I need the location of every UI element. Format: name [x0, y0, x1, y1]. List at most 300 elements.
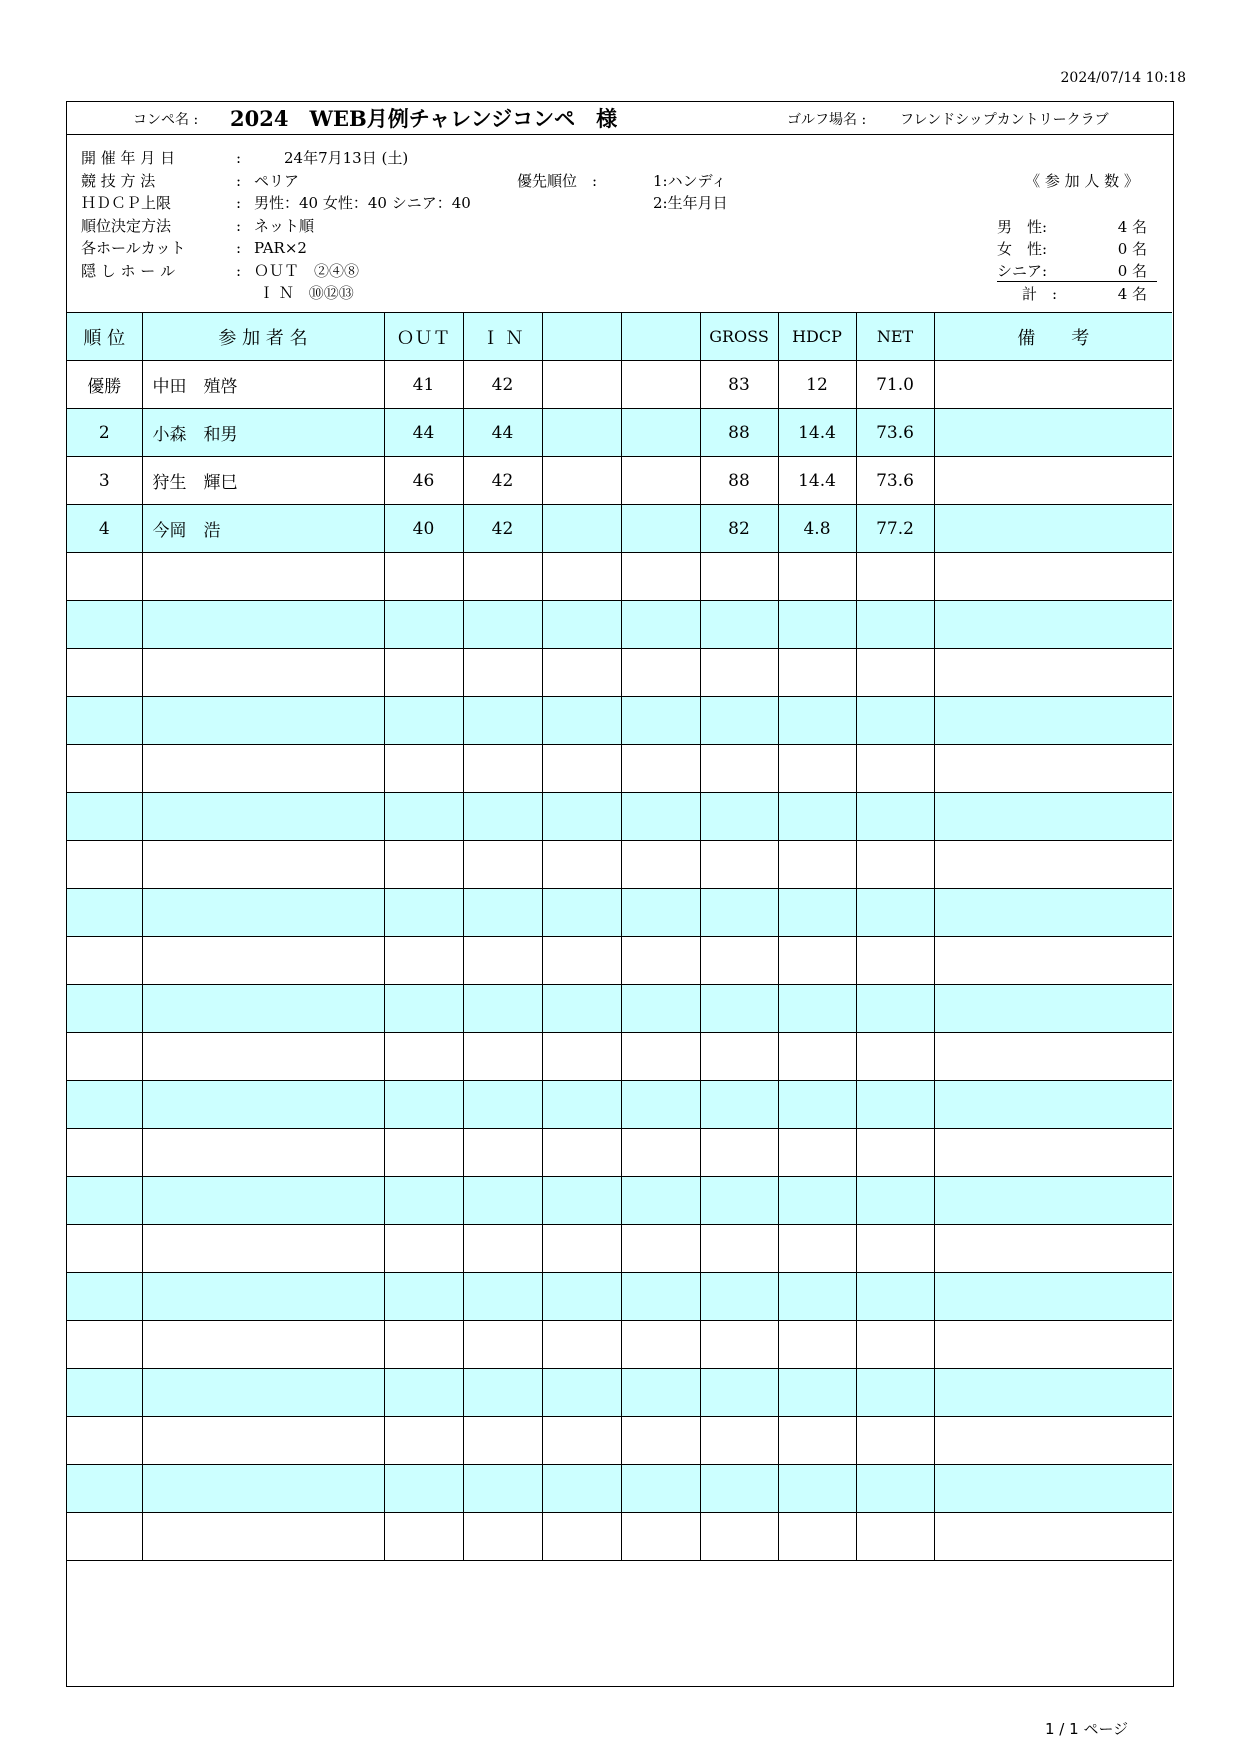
count-male-value: 4 名 — [1117, 218, 1147, 236]
cell-in: 42 — [463, 457, 542, 505]
cell-name: 狩生 輝巳 — [142, 457, 384, 505]
header-hdcp: HDCP — [778, 313, 856, 361]
cell-empty — [67, 1225, 142, 1273]
cell-empty — [856, 1369, 934, 1417]
cell-empty — [142, 1369, 384, 1417]
cell-empty — [542, 601, 621, 649]
cell-empty — [67, 601, 142, 649]
cell-empty — [778, 1369, 856, 1417]
cell-empty — [621, 649, 700, 697]
cell-empty — [67, 793, 142, 841]
cell-empty — [542, 1417, 621, 1465]
cell-rank: 2 — [67, 409, 142, 457]
course-name: フレンドシップカントリークラブ — [900, 112, 1109, 128]
cell-empty — [934, 1273, 1172, 1321]
table-row-empty — [67, 1033, 1172, 1081]
cell-empty — [384, 1225, 463, 1273]
table-row-empty — [67, 1513, 1172, 1561]
cell-empty — [700, 1513, 778, 1561]
cell-empty — [700, 649, 778, 697]
table-row-empty — [67, 793, 1172, 841]
cell-blank — [621, 361, 700, 409]
cell-empty — [934, 1129, 1172, 1177]
cell-empty — [700, 745, 778, 793]
cell-empty — [856, 1129, 934, 1177]
cell-empty — [934, 553, 1172, 601]
cell-empty — [384, 745, 463, 793]
competition-label: コンペ名 : — [133, 112, 199, 128]
cell-empty — [934, 937, 1172, 985]
cell-empty — [67, 1513, 142, 1561]
title-bar — [67, 102, 1173, 135]
cell-empty — [542, 1177, 621, 1225]
cell-empty — [700, 1081, 778, 1129]
cell-net: 71.0 — [856, 361, 934, 409]
cell-empty — [463, 1465, 542, 1513]
cell-empty — [542, 1273, 621, 1321]
cell-gross: 83 — [700, 361, 778, 409]
info-colon: : — [236, 172, 242, 190]
cell-empty — [542, 1225, 621, 1273]
cell-empty — [384, 1513, 463, 1561]
cell-empty — [67, 1081, 142, 1129]
table-row-empty — [67, 841, 1172, 889]
cell-empty — [67, 745, 142, 793]
cell-blank — [542, 409, 621, 457]
cell-empty — [542, 697, 621, 745]
cell-empty — [856, 841, 934, 889]
priority-row-1 — [517, 170, 727, 191]
cell-empty — [856, 745, 934, 793]
cell-name: 小森 和男 — [142, 409, 384, 457]
cell-empty — [621, 1369, 700, 1417]
cell-empty — [142, 889, 384, 937]
cell-empty — [142, 697, 384, 745]
cell-empty — [67, 649, 142, 697]
cell-empty — [463, 1081, 542, 1129]
cell-empty — [700, 985, 778, 1033]
cell-out: 44 — [384, 409, 463, 457]
info-hidden-in-value: Ｉ Ｎ ⑩⑫⑬ — [259, 284, 354, 302]
cell-empty — [700, 1417, 778, 1465]
cell-empty — [934, 649, 1172, 697]
info-hidden-out-value: ＯＵＴ ②④⑧ — [254, 262, 360, 280]
cell-empty — [621, 1417, 700, 1465]
competition-info — [67, 135, 1173, 311]
info-ranking-value: ネット順 — [254, 217, 315, 235]
cell-empty — [934, 1225, 1172, 1273]
cell-empty — [142, 1081, 384, 1129]
cell-empty — [778, 1417, 856, 1465]
cell-empty — [778, 985, 856, 1033]
cell-out: 41 — [384, 361, 463, 409]
cell-empty — [934, 889, 1172, 937]
cell-empty — [384, 1273, 463, 1321]
cell-empty — [463, 601, 542, 649]
cell-empty — [142, 745, 384, 793]
cell-empty — [463, 889, 542, 937]
cell-empty — [700, 1273, 778, 1321]
count-female-label: 女 性: — [997, 240, 1048, 258]
cell-empty — [856, 1417, 934, 1465]
cell-empty — [542, 1369, 621, 1417]
cell-empty — [778, 841, 856, 889]
info-hdcp-label: ＨＤＣＰ上限 — [81, 194, 172, 212]
cell-empty — [778, 1321, 856, 1369]
cell-empty — [621, 601, 700, 649]
cell-empty — [67, 1273, 142, 1321]
priority-value-1: 1:ハンディ — [653, 172, 727, 190]
cell-empty — [778, 1129, 856, 1177]
cell-empty — [934, 985, 1172, 1033]
cell-empty — [778, 1465, 856, 1513]
cell-empty — [621, 697, 700, 745]
cell-empty — [384, 1033, 463, 1081]
cell-empty — [384, 1369, 463, 1417]
cell-empty — [384, 1417, 463, 1465]
cell-empty — [934, 841, 1172, 889]
cell-empty — [856, 601, 934, 649]
cell-blank — [621, 505, 700, 553]
cell-empty — [463, 1513, 542, 1561]
info-date-value: 24年7月13日 (土) — [254, 149, 409, 167]
table-row-empty — [67, 1369, 1172, 1417]
cell-empty — [856, 1081, 934, 1129]
cell-empty — [542, 1513, 621, 1561]
cell-empty — [778, 889, 856, 937]
count-male-label: 男 性: — [997, 218, 1048, 236]
cell-empty — [142, 649, 384, 697]
cell-empty — [700, 601, 778, 649]
cell-empty — [700, 1033, 778, 1081]
cell-empty — [142, 1513, 384, 1561]
info-colon: : — [236, 194, 242, 212]
info-hidden-in — [259, 282, 354, 303]
cell-empty — [856, 937, 934, 985]
table-row-empty — [67, 1417, 1172, 1465]
cell-net: 73.6 — [856, 409, 934, 457]
header-in: Ｉ Ｎ — [463, 313, 542, 361]
info-method-label: 競 技 方 法 — [81, 172, 156, 190]
info-colon: : — [236, 262, 242, 280]
cell-empty — [542, 793, 621, 841]
cell-empty — [542, 1033, 621, 1081]
cell-empty — [856, 649, 934, 697]
info-colon: : — [236, 239, 242, 257]
cell-gross: 82 — [700, 505, 778, 553]
cell-rank: 3 — [67, 457, 142, 505]
cell-empty — [934, 1369, 1172, 1417]
cell-empty — [856, 1225, 934, 1273]
cell-empty — [67, 1417, 142, 1465]
page-number: 1 / 1 ページ — [1045, 1720, 1129, 1738]
cell-empty — [463, 841, 542, 889]
table-row-empty — [67, 1177, 1172, 1225]
table-row-empty — [67, 553, 1172, 601]
cell-empty — [384, 793, 463, 841]
cell-empty — [463, 553, 542, 601]
cell-empty — [142, 1465, 384, 1513]
cell-empty — [778, 1177, 856, 1225]
cell-empty — [934, 1417, 1172, 1465]
cell-empty — [778, 1273, 856, 1321]
info-holecut-label: 各ホールカット — [81, 239, 186, 257]
cell-empty — [542, 1129, 621, 1177]
priority-value-2: 2:生年月日 — [653, 194, 728, 212]
cell-empty — [700, 1465, 778, 1513]
info-ranking-label: 順位決定方法 — [81, 217, 172, 235]
cell-empty — [142, 1321, 384, 1369]
cell-rank: 優勝 — [67, 361, 142, 409]
info-hdcp — [81, 192, 471, 213]
cell-empty — [67, 841, 142, 889]
cell-empty — [856, 1033, 934, 1081]
cell-out: 40 — [384, 505, 463, 553]
cell-empty — [542, 889, 621, 937]
info-holecut — [81, 237, 307, 258]
cell-empty — [700, 1369, 778, 1417]
table-row-empty — [67, 1321, 1172, 1369]
cell-empty — [463, 1417, 542, 1465]
cell-blank — [542, 457, 621, 505]
table-row — [67, 457, 1172, 505]
cell-empty — [934, 697, 1172, 745]
cell-empty — [542, 937, 621, 985]
cell-empty — [621, 1129, 700, 1177]
cell-hdcp: 12 — [778, 361, 856, 409]
cell-empty — [67, 1321, 142, 1369]
cell-empty — [621, 1273, 700, 1321]
cell-empty — [856, 1177, 934, 1225]
info-holecut-value: PAR×2 — [254, 239, 307, 257]
table-row-empty — [67, 745, 1172, 793]
cell-in: 42 — [463, 361, 542, 409]
cell-hdcp: 14.4 — [778, 457, 856, 505]
cell-empty — [700, 1321, 778, 1369]
info-method — [81, 170, 299, 191]
cell-blank — [621, 457, 700, 505]
cell-empty — [778, 601, 856, 649]
cell-empty — [142, 1225, 384, 1273]
cell-empty — [621, 1225, 700, 1273]
cell-empty — [463, 1177, 542, 1225]
cell-empty — [142, 937, 384, 985]
info-colon: : — [236, 149, 242, 167]
cell-empty — [778, 937, 856, 985]
cell-empty — [384, 1081, 463, 1129]
cell-out: 46 — [384, 457, 463, 505]
cell-name: 今岡 浩 — [142, 505, 384, 553]
cell-empty — [621, 1177, 700, 1225]
cell-empty — [621, 745, 700, 793]
table-row-empty — [67, 1081, 1172, 1129]
cell-empty — [67, 1369, 142, 1417]
info-date-label: 開 催 年 月 日 — [81, 149, 176, 167]
cell-empty — [856, 1273, 934, 1321]
header-gross: GROSS — [700, 313, 778, 361]
header-net: NET — [856, 313, 934, 361]
cell-note — [934, 361, 1172, 409]
cell-empty — [621, 889, 700, 937]
cell-empty — [384, 841, 463, 889]
cell-empty — [700, 553, 778, 601]
count-total-value: 4 名 — [1117, 285, 1147, 303]
cell-empty — [700, 937, 778, 985]
cell-empty — [463, 985, 542, 1033]
cell-empty — [384, 601, 463, 649]
header-rank: 順 位 — [67, 313, 142, 361]
cell-net: 77.2 — [856, 505, 934, 553]
cell-note — [934, 457, 1172, 505]
cell-empty — [142, 1273, 384, 1321]
cell-empty — [384, 553, 463, 601]
cell-empty — [67, 553, 142, 601]
cell-empty — [67, 1465, 142, 1513]
table-row-empty — [67, 937, 1172, 985]
cell-empty — [621, 1465, 700, 1513]
cell-empty — [856, 1513, 934, 1561]
cell-empty — [384, 1129, 463, 1177]
cell-empty — [934, 745, 1172, 793]
cell-empty — [778, 1033, 856, 1081]
cell-in: 42 — [463, 505, 542, 553]
count-total-label: 計 : — [1022, 285, 1058, 303]
cell-empty — [621, 937, 700, 985]
count-senior-label: シニア: — [997, 262, 1048, 280]
cell-empty — [856, 697, 934, 745]
cell-empty — [934, 1465, 1172, 1513]
cell-empty — [542, 1321, 621, 1369]
cell-empty — [542, 649, 621, 697]
cell-empty — [621, 1321, 700, 1369]
table-row — [67, 505, 1172, 553]
participant-count-title: 《 参 加 人 数 》 — [1025, 172, 1139, 190]
cell-hdcp: 4.8 — [778, 505, 856, 553]
cell-empty — [463, 1225, 542, 1273]
table-row-empty — [67, 1273, 1172, 1321]
cell-empty — [67, 1177, 142, 1225]
cell-empty — [700, 1129, 778, 1177]
cell-hdcp: 14.4 — [778, 409, 856, 457]
cell-empty — [463, 745, 542, 793]
cell-rank: 4 — [67, 505, 142, 553]
cell-empty — [384, 937, 463, 985]
cell-blank — [621, 409, 700, 457]
cell-empty — [934, 1033, 1172, 1081]
cell-empty — [621, 553, 700, 601]
cell-empty — [463, 793, 542, 841]
cell-empty — [463, 649, 542, 697]
cell-blank — [542, 361, 621, 409]
cell-empty — [621, 793, 700, 841]
cell-empty — [142, 1177, 384, 1225]
cell-empty — [542, 1081, 621, 1129]
header-out: ＯＵＴ — [384, 313, 463, 361]
header-note: 備 考 — [934, 313, 1172, 361]
cell-empty — [463, 1129, 542, 1177]
cell-in: 44 — [463, 409, 542, 457]
cell-empty — [67, 697, 142, 745]
cell-empty — [778, 1225, 856, 1273]
cell-empty — [142, 985, 384, 1033]
cell-empty — [463, 1273, 542, 1321]
table-row-empty — [67, 649, 1172, 697]
cell-empty — [621, 985, 700, 1033]
cell-empty — [463, 1369, 542, 1417]
cell-empty — [67, 1129, 142, 1177]
cell-note — [934, 505, 1172, 553]
cell-empty — [934, 1321, 1172, 1369]
cell-empty — [621, 841, 700, 889]
cell-empty — [778, 553, 856, 601]
header-blank-2 — [621, 313, 700, 361]
cell-empty — [621, 1033, 700, 1081]
cell-empty — [778, 697, 856, 745]
cell-empty — [542, 985, 621, 1033]
cell-empty — [384, 649, 463, 697]
cell-empty — [384, 889, 463, 937]
print-timestamp: 2024/07/14 10:18 — [1060, 70, 1186, 86]
cell-empty — [934, 601, 1172, 649]
cell-empty — [542, 1465, 621, 1513]
cell-empty — [700, 889, 778, 937]
cell-empty — [463, 1321, 542, 1369]
cell-empty — [700, 697, 778, 745]
cell-empty — [384, 1177, 463, 1225]
cell-empty — [778, 1513, 856, 1561]
cell-empty — [778, 745, 856, 793]
course-label: ゴルフ場名 : — [787, 112, 867, 128]
count-female-value: 0 名 — [1117, 240, 1147, 258]
cell-empty — [142, 1033, 384, 1081]
cell-empty — [542, 841, 621, 889]
score-sheet — [66, 101, 1174, 1687]
competition-name: 2024 WEB月例チャレンジコンペ 様 — [230, 106, 618, 131]
table-row — [67, 361, 1172, 409]
cell-empty — [384, 697, 463, 745]
cell-empty — [142, 1417, 384, 1465]
cell-empty — [67, 889, 142, 937]
cell-name: 中田 殖啓 — [142, 361, 384, 409]
header-blank-1 — [542, 313, 621, 361]
header-name: 参 加 者 名 — [142, 313, 384, 361]
info-date — [81, 147, 408, 168]
info-hidden-out — [81, 260, 359, 281]
table-row-empty — [67, 1465, 1172, 1513]
cell-blank — [542, 505, 621, 553]
cell-empty — [856, 1465, 934, 1513]
cell-empty — [67, 937, 142, 985]
table-row-empty — [67, 985, 1172, 1033]
cell-empty — [542, 553, 621, 601]
cell-empty — [463, 937, 542, 985]
info-hdcp-value: 男性：40 女性：40 シニア：40 — [254, 194, 471, 212]
cell-empty — [934, 793, 1172, 841]
count-senior-value: 0 名 — [1117, 262, 1147, 280]
cell-empty — [856, 985, 934, 1033]
info-ranking — [81, 215, 314, 236]
cell-empty — [934, 1513, 1172, 1561]
info-hidden-label: 隠 し ホ ー ル — [81, 262, 176, 280]
priority-label: 優先順位 : — [517, 172, 598, 190]
cell-empty — [934, 1081, 1172, 1129]
cell-empty — [856, 793, 934, 841]
cell-gross: 88 — [700, 409, 778, 457]
cell-empty — [142, 1129, 384, 1177]
cell-empty — [700, 1177, 778, 1225]
table-row-empty — [67, 1129, 1172, 1177]
table-row-empty — [67, 697, 1172, 745]
